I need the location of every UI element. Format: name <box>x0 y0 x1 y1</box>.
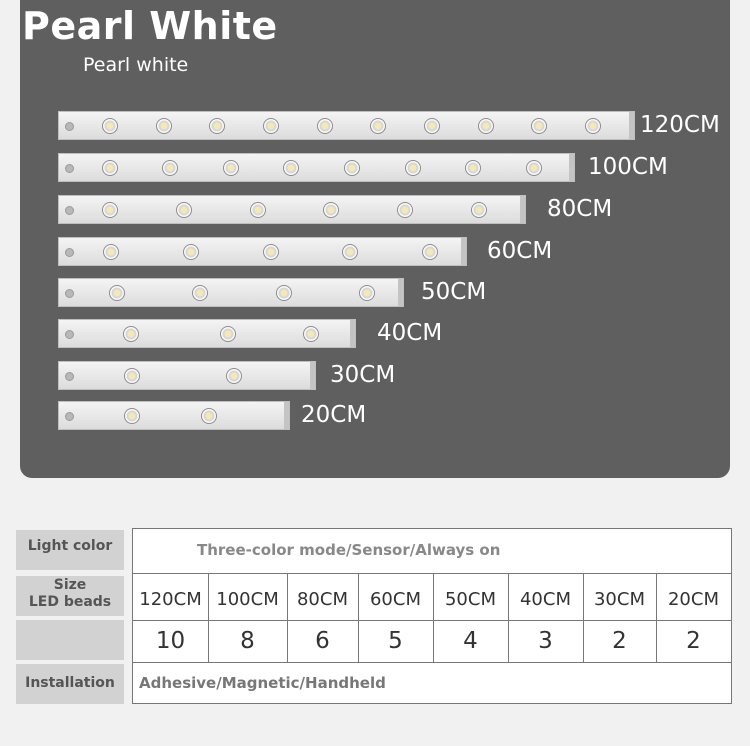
table-divider <box>133 620 731 621</box>
bead-count-cell: 6 <box>315 628 330 654</box>
page-subtitle: Pearl white <box>83 54 189 76</box>
size-cell: 40CM <box>519 589 571 610</box>
size-cell: 80CM <box>296 589 348 610</box>
led-bead-icon <box>276 285 292 301</box>
led-bead-icon <box>263 244 279 260</box>
size-cell: 50CM <box>444 589 496 610</box>
bar-end-cap <box>284 402 289 429</box>
led-bead-icon <box>585 118 601 134</box>
light-bar <box>58 237 467 266</box>
sensor-icon <box>65 412 74 421</box>
bead-count-cell: 10 <box>155 628 186 654</box>
size-cell: 60CM <box>369 589 421 610</box>
led-bead-icon <box>303 326 319 342</box>
bar-length-label: 40CM <box>377 320 443 346</box>
size-cell: 100CM <box>216 589 279 610</box>
led-bead-icon <box>526 160 542 176</box>
bar-length-label: 80CM <box>547 196 613 222</box>
size-cell: 120CM <box>139 589 202 610</box>
led-bead-icon <box>471 202 487 218</box>
light-bar <box>58 401 290 430</box>
sensor-icon <box>65 164 74 173</box>
led-bead-icon <box>220 326 236 342</box>
light-bar <box>58 195 526 224</box>
row-label-led-beads: LED beads <box>28 594 112 610</box>
led-bead-icon <box>478 118 494 134</box>
bead-count-cell: 8 <box>240 628 255 654</box>
led-bead-icon <box>192 285 208 301</box>
size-cell: 30CM <box>593 589 645 610</box>
bar-length-label: 50CM <box>421 279 487 305</box>
led-bead-icon <box>109 285 125 301</box>
led-bead-icon <box>370 118 386 134</box>
light-bar <box>58 111 635 140</box>
led-bead-icon <box>162 160 178 176</box>
table-divider <box>133 573 731 574</box>
light-bar <box>58 153 575 182</box>
light-bar <box>58 278 404 307</box>
bar-end-cap <box>569 154 574 181</box>
bar-length-label: 60CM <box>487 238 553 264</box>
bar-end-cap <box>520 196 525 223</box>
bar-length-label: 30CM <box>330 362 396 388</box>
bead-count-cell: 2 <box>686 628 701 654</box>
led-bead-icon <box>250 202 266 218</box>
led-bead-icon <box>422 244 438 260</box>
bead-count-cell: 4 <box>463 628 478 654</box>
bar-end-cap <box>310 362 315 389</box>
bead-count-cell: 2 <box>612 628 627 654</box>
led-bead-icon <box>263 118 279 134</box>
spec-table <box>132 528 732 704</box>
row-label-light-color: Light color <box>16 530 124 570</box>
led-bead-icon <box>226 368 242 384</box>
led-bead-icon <box>209 118 225 134</box>
sensor-icon <box>65 372 74 381</box>
size-cell: 20CM <box>667 589 719 610</box>
installation-value: Adhesive/Magnetic/Handheld <box>139 674 386 692</box>
led-bead-icon <box>102 160 118 176</box>
sensor-icon <box>65 330 74 339</box>
sensor-icon <box>65 248 74 257</box>
row-label-installation: Installation <box>16 664 124 704</box>
bar-end-cap <box>629 112 634 139</box>
led-bead-icon <box>124 368 140 384</box>
table-divider <box>133 662 731 663</box>
led-bead-icon <box>223 160 239 176</box>
bar-end-cap <box>350 320 355 347</box>
led-bead-icon <box>342 244 358 260</box>
led-bead-icon <box>397 202 413 218</box>
bar-length-label: 100CM <box>588 154 668 180</box>
led-bead-icon <box>123 326 139 342</box>
led-bead-icon <box>102 202 118 218</box>
light-color-value: Three-color mode/Sensor/Always on <box>197 541 501 559</box>
page-title: Pearl White <box>22 4 278 48</box>
bar-end-cap <box>398 279 403 306</box>
led-bead-icon <box>183 244 199 260</box>
bar-length-label: 120CM <box>640 112 720 138</box>
light-bar <box>58 319 356 348</box>
led-bead-icon <box>317 118 333 134</box>
led-bead-icon <box>103 244 119 260</box>
led-bead-icon <box>323 202 339 218</box>
bead-count-cell: 3 <box>538 628 553 654</box>
led-bead-icon <box>156 118 172 134</box>
led-bead-icon <box>344 160 360 176</box>
led-bead-icon <box>283 160 299 176</box>
led-bead-icon <box>465 160 481 176</box>
led-bead-icon <box>424 118 440 134</box>
light-bar <box>58 361 316 390</box>
sensor-icon <box>65 122 74 131</box>
led-bead-icon <box>201 408 217 424</box>
bead-count-cell: 5 <box>388 628 403 654</box>
sensor-icon <box>65 289 74 298</box>
led-bead-icon <box>176 202 192 218</box>
row-label-led-beads-bg <box>16 620 124 660</box>
led-bead-icon <box>405 160 421 176</box>
row-label-size: Size <box>16 576 124 616</box>
bar-end-cap <box>461 238 466 265</box>
led-bead-icon <box>102 118 118 134</box>
led-bead-icon <box>124 408 140 424</box>
sensor-icon <box>65 206 74 215</box>
led-bead-icon <box>531 118 547 134</box>
bar-length-label: 20CM <box>301 402 367 428</box>
led-bead-icon <box>359 285 375 301</box>
